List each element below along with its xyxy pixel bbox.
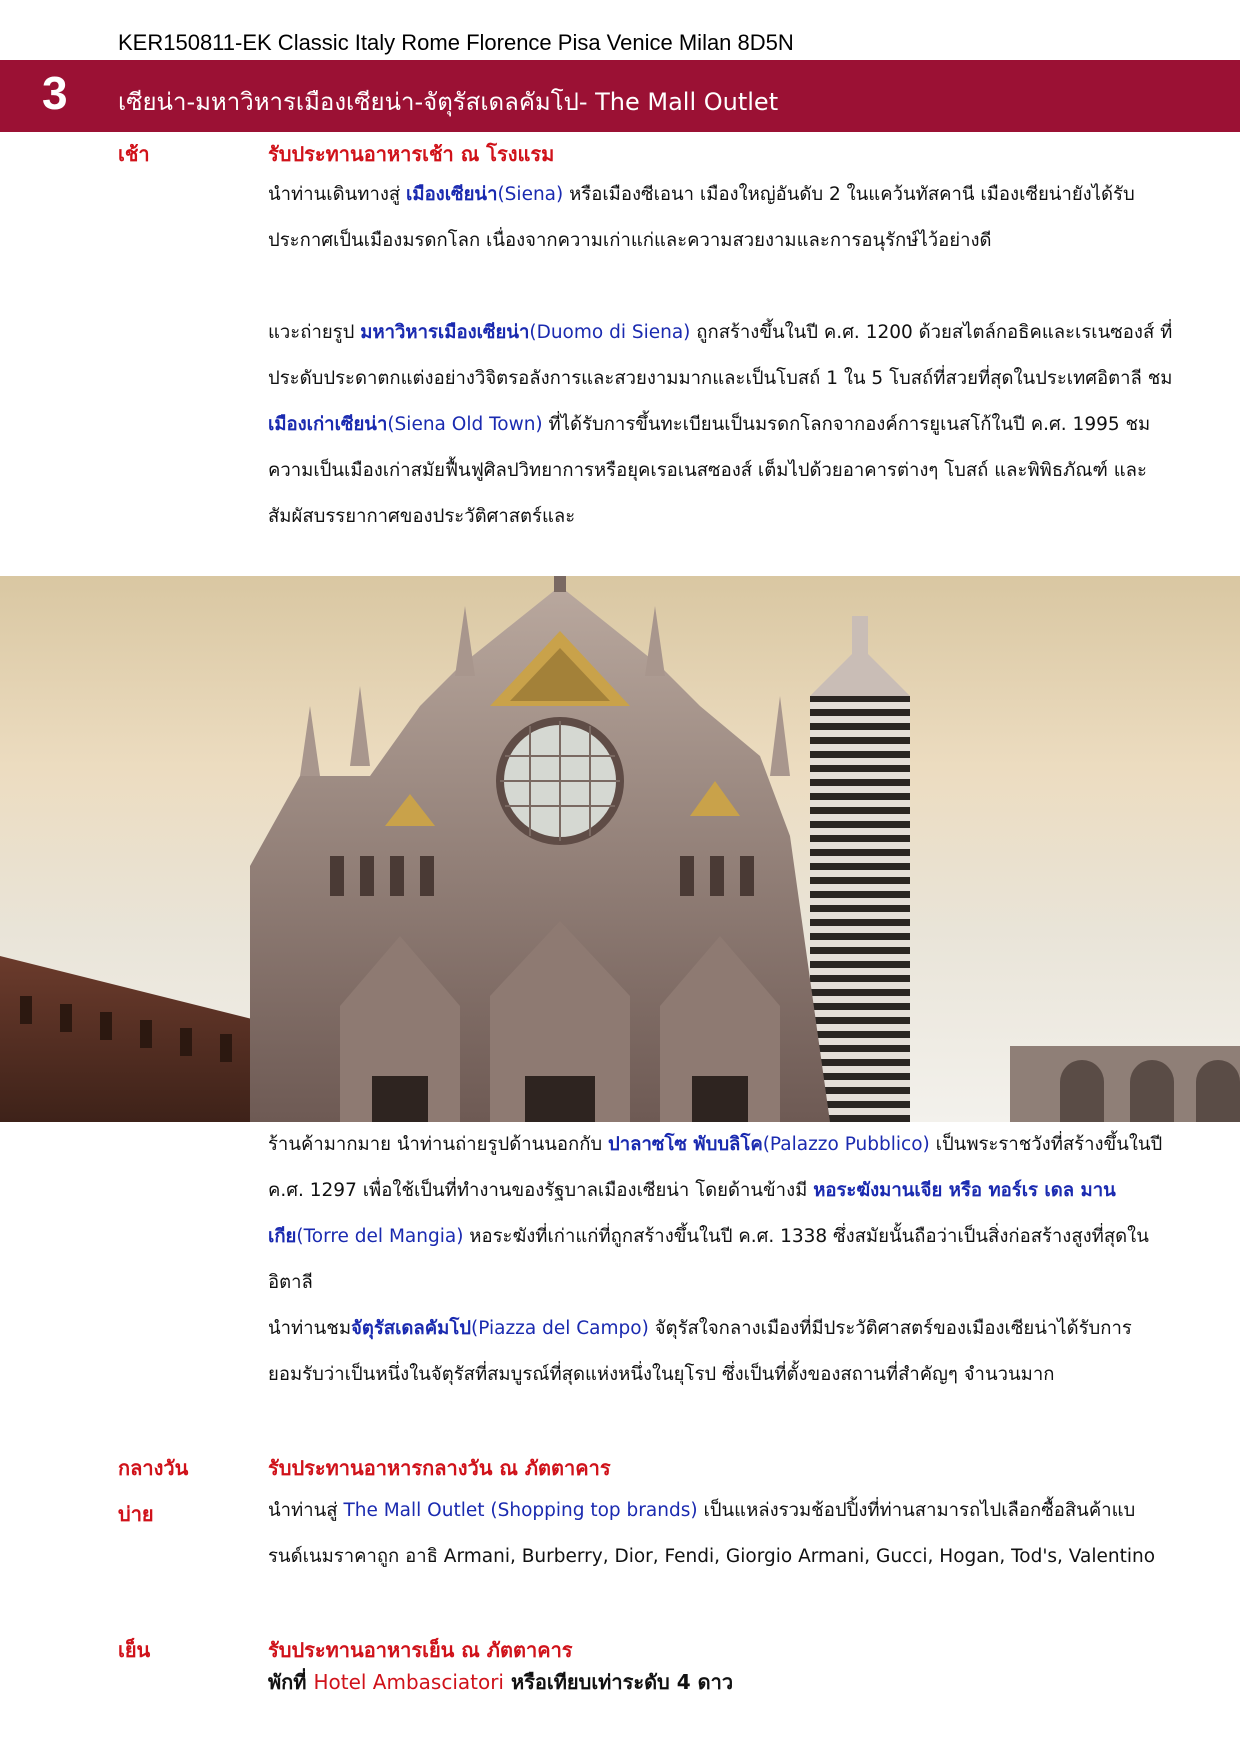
palazzo-name-th: ปาลาซโซ พับบลิโค — [608, 1134, 763, 1155]
outlet-text-c: เป็นแหล่งรวมช้อปปิ้งที่ท่านสามารถไปเลือกซื้อสินค้าแบรนด์เนมราคาถูก อาธิ Armani, Burberry, Dior, Fendi, Giorgio Armani, Gucci, Hogan, Tod's, Valentino — [268, 1500, 1156, 1567]
palazzo-paragraph — [268, 1122, 1178, 1306]
duomo-name-th: มหาวิหารเมืองเซียน่า — [360, 322, 530, 343]
duomo-paragraph — [268, 310, 1178, 540]
lunch-label: กลางวัน — [118, 1456, 189, 1480]
afternoon-label: บ่าย — [118, 1502, 154, 1526]
piazza-paragraph — [268, 1306, 1178, 1398]
p3-text-e: หอระฆังที่เก่าแก่ที่ถูกสร้างขึ้นในปี ค.ศ. 1338 ซึ่งสมัยนั้นถือว่าเป็นสิ่งก่อสร้างสูงที่สุดในอิตาลี — [268, 1226, 1149, 1293]
palazzo-name-en: (Palazzo Pubblico) — [762, 1134, 930, 1155]
p4-text-a: นำท่านชม — [268, 1318, 352, 1339]
day-title: เซียน่า-มหาวิหารเมืองเซียน่า-จัตุรัสเดลคัมโป- The Mall Outlet — [118, 88, 779, 116]
p2-text-a: แวะถ่ายรูป — [268, 322, 361, 343]
siena-name-en: (Siena) — [497, 184, 564, 205]
old-town-name-th: เมืองเก่าเซียน่า — [268, 414, 388, 435]
hotel-line — [268, 1666, 733, 1698]
outlet-name: The Mall Outlet (Shopping top brands) — [343, 1500, 698, 1521]
document-code: KER150811-EK Classic Italy Rome Florence Pisa Venice Milan 8D5N — [118, 30, 794, 55]
siena-cathedral-photo — [0, 576, 1240, 1122]
siena-name-th: เมืองเซียน่า — [406, 184, 498, 205]
p1-text-a: นำท่านเดินทางสู่ — [268, 184, 407, 205]
hotel-name: Hotel Ambasciatori — [313, 1670, 504, 1694]
piazza-name-th: จัตุรัสเดลคัมโป — [351, 1318, 472, 1339]
torre-name-th: หอระฆังมานเจีย หรือ ทอร์เร เดล มานเกีย — [268, 1180, 1116, 1247]
day-banner — [0, 60, 1240, 132]
breakfast-text: รับประทานอาหารเช้า ณ โรงแรม — [268, 142, 555, 166]
dinner-label: เย็น — [118, 1638, 151, 1662]
torre-name-en: (Torre del Mangia) — [296, 1226, 464, 1247]
stay-prefix: พักที่ — [268, 1670, 314, 1694]
day-number: 3 — [42, 67, 68, 119]
p4-text-c: จัตุรัสใจกลางเมืองที่มีประวัติศาสตร์ของเมืองเซียน่าได้รับการยอมรับว่าเป็นหนึ่งในจัตุรัสที่สมบูรณ์ที่สุดแห่งหนึ่งในยุโรป ซึ่งเป็นที่ตั้งของสถานที่สำคัญๆ จำนวนมาก — [268, 1318, 1132, 1385]
morning-label: เช้า — [118, 142, 150, 166]
p2-text-e: ที่ได้รับการขึ้นทะเบียนเป็นมรดกโลกจากองค์การยูเนสโก้ในปี ค.ศ. 1995 ชมความเป็นเมืองเก่าสมัยฟื้นฟูศิลปวิทยาการหรือยุคเรอเนสซองส์ เต็มไปด้วยอาคารต่างๆ โบสถ์ และพิพิธภัณฑ์ และสัมผัสบรรยากาศของประวัติศาสตร์และ — [268, 414, 1151, 527]
piazza-name-en: (Piazza del Campo) — [471, 1318, 649, 1339]
stay-suffix: หรือเทียบเท่าระดับ 4 ดาว — [504, 1670, 734, 1694]
outlet-paragraph — [268, 1488, 1178, 1580]
dinner-text: รับประทานอาหารเย็น ณ ภัตตาคาร — [268, 1638, 573, 1662]
p2-text-c: ถูกสร้างขึ้นในปี ค.ศ. 1200 ด้วยสไตล์กอธิคและเรเนซองส์ ที่ประดับประดาตกแต่งอย่างวิจิตรอลังการและสวยงามมากและเป็นโบสถ์ 1 ใน 5 โบสถ์ที่สวยที่สุดในประเทศอิตาลี ชม — [268, 322, 1173, 389]
p1-text-c: หรือเมืองซีเอนา เมืองใหญ่อันดับ 2 ในแคว้นทัสคานี เมืองเซียน่ายังได้รับประกาศเป็นเมืองมรดกโลก เนื่องจากความเก่าแก่และความสวยงามและการอนุรักษ์ไว้อย่างดี — [268, 184, 1135, 251]
outlet-text-a: นำท่านสู่ — [268, 1500, 344, 1521]
p3-text-c: เป็นพระราชวังที่สร้างขึ้นในปี ค.ศ. 1297 เพื่อใช้เป็นที่ทำงานของรัฐบาลเมืองเซียน่า โดยด้านข้างมี — [268, 1134, 1163, 1201]
lunch-text: รับประทานอาหารกลางวัน ณ ภัตตาคาร — [268, 1456, 611, 1480]
old-town-name-en: (Siena Old Town) — [387, 414, 543, 435]
siena-paragraph — [268, 172, 1178, 264]
p3-text-a: ร้านค้ามากมาย นำท่านถ่ายรูปด้านนอกกับ — [268, 1134, 609, 1155]
duomo-name-en: (Duomo di Siena) — [529, 322, 691, 343]
